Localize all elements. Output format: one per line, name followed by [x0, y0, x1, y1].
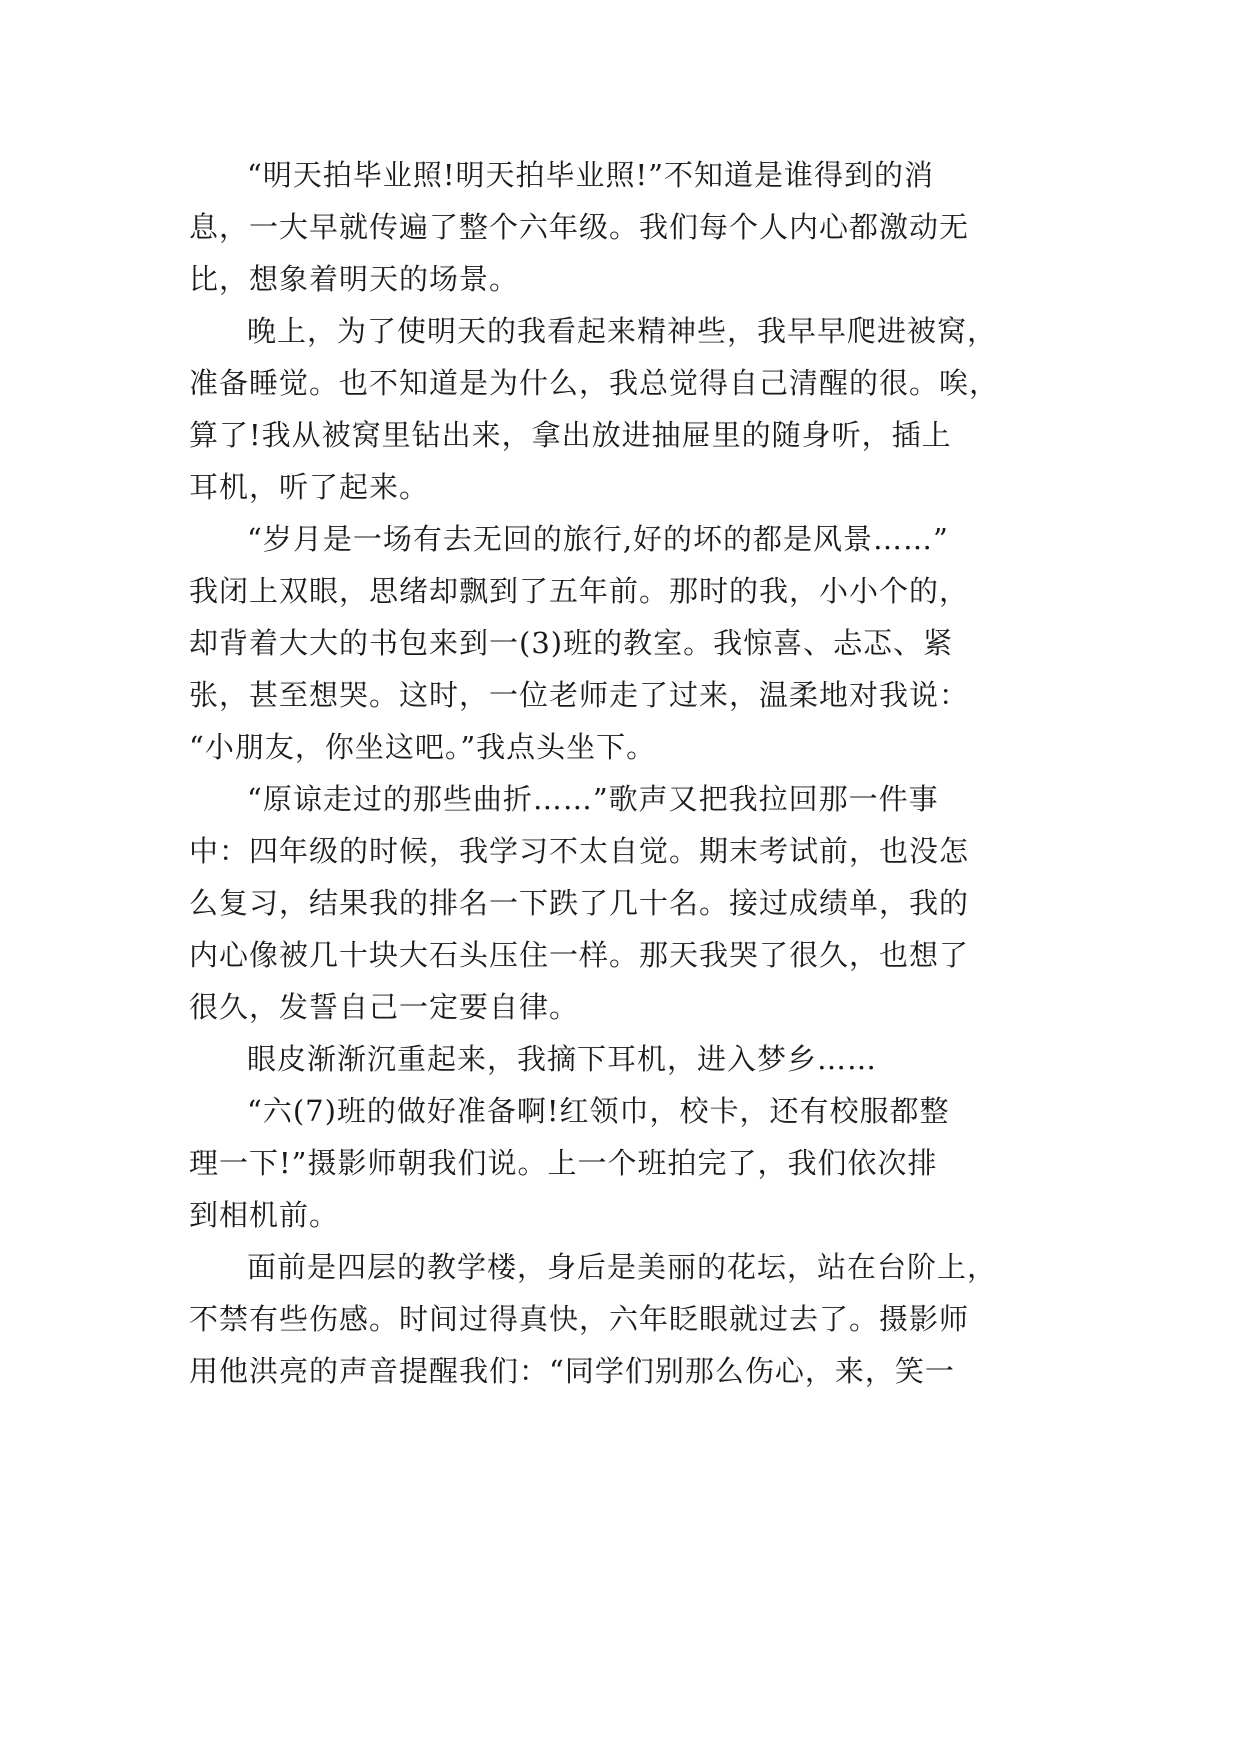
text-line: 理一下!”摄影师朝我们说。上一个班拍完了，我们依次排	[189, 1146, 938, 1180]
text-line: 很久，发誓自己一定要自律。	[189, 990, 580, 1024]
text-line: 张，甚至想哭。这时，一位老师走了过来，温柔地对我说：	[189, 678, 970, 712]
text-line: “岁月是一场有去无回的旅行,好的坏的都是风景……”	[247, 522, 949, 556]
text-line: 耳机，听了起来。	[189, 470, 430, 504]
text-line: 内心像被几十块大石头压住一样。那天我哭了很久，也想了	[189, 938, 970, 972]
text-line: 却背着大大的书包来到一(3)班的教室。我惊喜、忐忑、紧	[189, 626, 954, 660]
text-line: “明天拍毕业照!明天拍毕业照!”不知道是谁得到的消	[247, 158, 934, 192]
text-line: 息，一大早就传遍了整个六年级。我们每个人内心都激动无	[189, 210, 970, 244]
text-line: 中：四年级的时候，我学习不太自觉。期末考试前，也没怎	[189, 834, 970, 868]
text-line: 眼皮渐渐沉重起来，我摘下耳机，进入梦乡……	[247, 1042, 878, 1076]
text-line: “小朋友，你坐这吧。”我点头坐下。	[189, 730, 657, 764]
text-line: 么复习，结果我的排名一下跌了几十名。接过成绩单，我的	[189, 886, 970, 920]
text-line: 到相机前。	[189, 1198, 340, 1232]
text-line: 我闭上双眼，思绪却飘到了五年前。那时的我，小小个的，	[189, 574, 970, 608]
text-line: “六(7)班的做好准备啊!红领巾，校卡，还有校服都整	[247, 1094, 950, 1128]
text-line: 用他洪亮的声音提醒我们：“同学们别那么伤心，来，笑一	[189, 1354, 955, 1388]
text-line: 晚上，为了使明天的我看起来精神些，我早早爬进被窝，	[247, 314, 998, 348]
text-line: “原谅走过的那些曲折……”歌声又把我拉回那一件事	[247, 782, 939, 816]
text-line: 准备睡觉。也不知道是为什么，我总觉得自己清醒的很。唉，	[189, 366, 1000, 400]
text-line: 算了!我从被窝里钻出来，拿出放进抽屉里的随身听，插上	[189, 418, 952, 452]
text-line: 不禁有些伤感。时间过得真快，六年眨眼就过去了。摄影师	[189, 1302, 970, 1336]
text-line: 比，想象着明天的场景。	[189, 262, 520, 296]
text-line: 面前是四层的教学楼，身后是美丽的花坛，站在台阶上，	[247, 1250, 998, 1284]
